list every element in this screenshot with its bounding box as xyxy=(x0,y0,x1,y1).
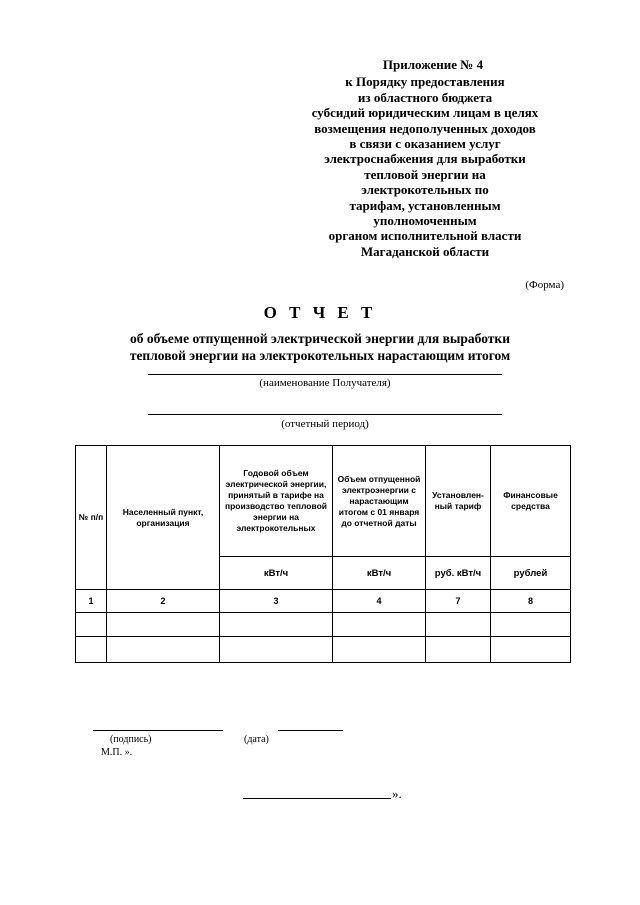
stamp-label: М.П. ». xyxy=(101,747,133,758)
report-subtitle-line: тепловой энергии на электрокотельных нарастающим итогом xyxy=(129,348,511,363)
recipient-caption: (наименование Получателя) xyxy=(259,377,391,389)
recipient-line[interactable] xyxy=(148,374,502,375)
period-line[interactable] xyxy=(148,414,502,415)
table-header-row xyxy=(76,446,571,557)
unit-cell: руб. кВт/ч xyxy=(426,557,491,590)
number-cell: 1 xyxy=(76,590,107,613)
table-cell[interactable] xyxy=(220,613,333,637)
date-line[interactable] xyxy=(278,730,343,731)
table-row xyxy=(76,613,571,637)
signature-label: (подпись) xyxy=(110,734,152,745)
table-cell[interactable] xyxy=(426,637,491,663)
period-caption: (отчетный период) xyxy=(281,418,369,430)
appendix-line: электрокотельных по xyxy=(361,182,489,198)
closing-line xyxy=(243,798,391,799)
appendix-line: тепловой энергии на xyxy=(364,166,486,182)
report-subtitle xyxy=(60,330,580,364)
appendix-line: к Порядку предоставления xyxy=(345,74,505,90)
table-cell[interactable] xyxy=(76,613,107,637)
appendix-line: Магаданской области xyxy=(360,243,490,259)
appendix-block xyxy=(280,57,570,259)
header-cell: Объем отпущенной электроэнергии с нарастающим итогом с 01 января до отчетной даты xyxy=(333,446,426,557)
table-cell[interactable] xyxy=(333,613,426,637)
unit-cell: кВт/ч xyxy=(220,557,333,590)
header-cell: Финансовые средства xyxy=(491,446,571,557)
report-table xyxy=(75,445,571,663)
header-cell: Годовой объем электрической энергии, принятый в тарифе на производство тепловой энергии на электрокотельных xyxy=(220,446,333,557)
unit-cell: кВт/ч xyxy=(333,557,426,590)
table-row xyxy=(76,637,571,663)
appendix-line: возмещения недополученных доходов xyxy=(314,120,536,136)
table-cell[interactable] xyxy=(491,637,571,663)
appendix-line: в связи с оказанием услуг xyxy=(349,136,501,152)
table-number-row xyxy=(76,590,571,613)
table-cell[interactable] xyxy=(76,637,107,663)
unit-cell: рублей xyxy=(491,557,571,590)
closing-quote: ». xyxy=(392,786,402,801)
appendix-line: органом исполнительной власти xyxy=(328,228,522,244)
header-cell: Установлен-ный тариф xyxy=(426,446,491,557)
appendix-line: уполномоченным xyxy=(373,213,477,229)
appendix-line: субсидий юридическим лицам в целях xyxy=(311,105,539,121)
report-title: О Т Ч Е Т xyxy=(263,303,377,322)
date-label: (дата) xyxy=(244,734,269,745)
number-cell: 7 xyxy=(426,590,491,613)
table-cell[interactable] xyxy=(491,613,571,637)
table-cell[interactable] xyxy=(220,637,333,663)
number-cell: 3 xyxy=(220,590,333,613)
table-cell[interactable] xyxy=(333,637,426,663)
appendix-line: из областного бюджета xyxy=(357,89,493,105)
table-cell[interactable] xyxy=(107,637,220,663)
table-cell[interactable] xyxy=(107,613,220,637)
appendix-line: тарифам, установленным xyxy=(349,197,501,213)
report-subtitle-line: об объеме отпущенной электрической энергии для выработки xyxy=(129,331,510,346)
header-cell: Населенный пункт, организация xyxy=(107,446,220,590)
number-cell: 2 xyxy=(107,590,220,613)
form-label: (Форма) xyxy=(525,279,564,291)
appendix-line: электроснабжения для выработки xyxy=(324,151,526,167)
number-cell: 8 xyxy=(491,590,571,613)
header-cell: № п/п xyxy=(76,446,107,590)
signature-line[interactable] xyxy=(93,730,223,731)
number-cell: 4 xyxy=(333,590,426,613)
appendix-title: Приложение № 4 xyxy=(382,57,484,72)
table-cell[interactable] xyxy=(426,613,491,637)
